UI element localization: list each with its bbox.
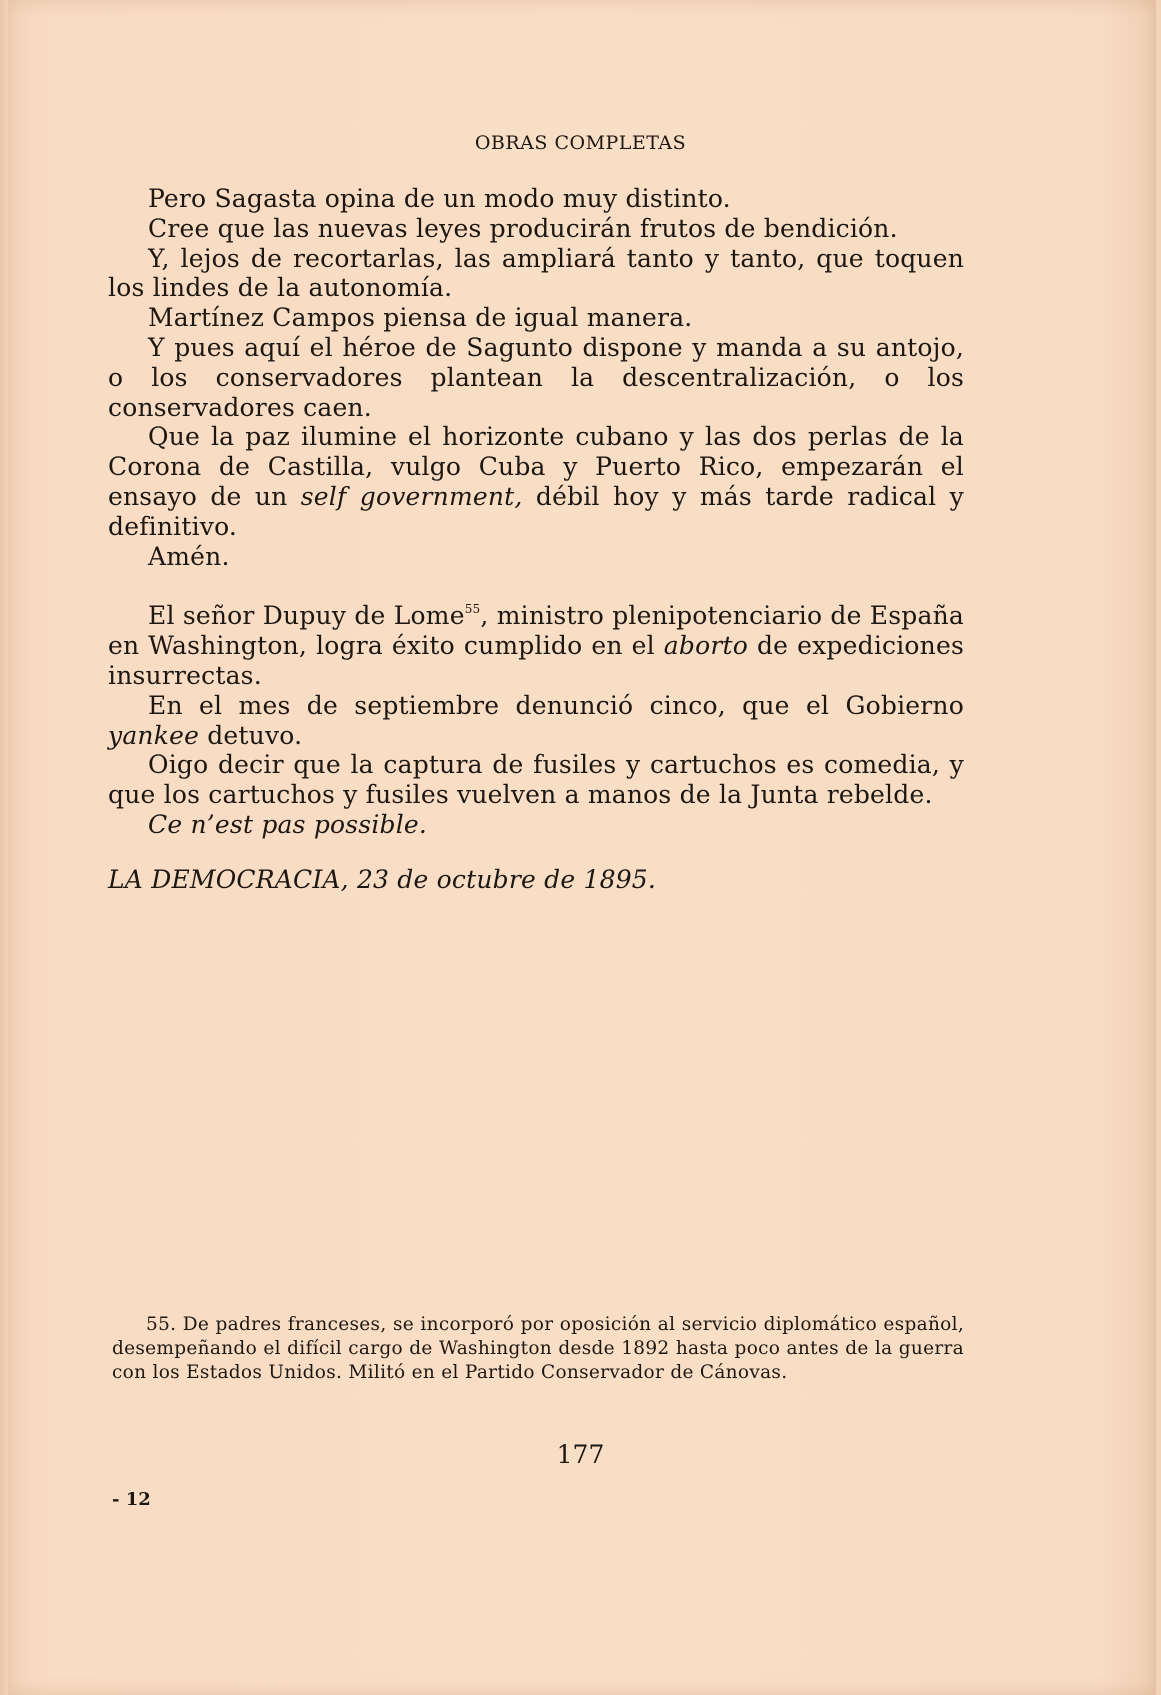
- text-span: de expediciones insurrectas.: [108, 631, 964, 690]
- paragraph-septiembre: [108, 691, 964, 751]
- text-span: El señor Dupuy de Lome: [148, 601, 465, 631]
- italic-phrase: self government,: [300, 481, 523, 511]
- text-span: En el mes de septiembre denunció cinco, que el Gobierno: [148, 690, 964, 720]
- dateline: LA DEMOCRACIA, 23 de octubre de 1895.: [108, 864, 657, 894]
- text-span: , ministro plenipotenciario de España en Washington, logra éxito cumplido en el: [108, 601, 964, 661]
- paragraph: Y, lejos de recortarlas, las ampliará tanto y tanto, que toquen los lindes de la autonomía.: [108, 243, 964, 303]
- paragraph-amen: Amén.: [148, 541, 230, 571]
- section-gap: [108, 840, 964, 865]
- page-number: 177: [556, 1440, 605, 1469]
- body-text: [108, 184, 964, 895]
- paragraph-dupuy-de-lome: [108, 601, 964, 690]
- text-span: Que la paz ilumine el horizonte cubano y las dos perlas de la Corona de Castilla, vulgo Cuba y Puerto Rico, empezarán el ensayo de un: [108, 422, 964, 511]
- text-span: detuvo.: [199, 720, 303, 750]
- running-head: OBRAS COMPLETAS: [474, 132, 687, 154]
- paragraph: Pero Sagasta opina de un modo muy distinto.: [148, 184, 731, 213]
- paragraph: Martínez Campos piensa de igual manera.: [148, 303, 693, 333]
- italic-sentence: Ce n’est pas possible.: [148, 809, 428, 839]
- footnote: [112, 1313, 964, 1385]
- paragraph-oigo: Oigo decir que la captura de fusiles y cartuchos es comedia, y que los cartuchos y fusiles vuelven a manos de la Junta rebelde.: [108, 750, 964, 810]
- paragraph: Y pues aquí el héroe de Sagunto dispone y manda a su antojo, o los conservadores plantean la descentralización, o los conservadores caen.: [108, 332, 964, 422]
- text-span: débil hoy y más tarde radical y definitivo.: [108, 481, 965, 541]
- italic-word: aborto: [663, 631, 748, 661]
- section-gap: [108, 571, 964, 601]
- paragraph: Cree que las nuevas leyes producirán frutos de bendición.: [148, 213, 898, 243]
- paragraph-possible: [108, 810, 964, 840]
- footnote-reference: 55: [464, 602, 481, 617]
- signature-mark: - 12: [112, 1489, 151, 1510]
- italic-word: yankee: [108, 720, 200, 750]
- footnote-text: 55. De padres franceses, se incorporó por oposición al servicio diplomático español, desempeñando el difícil cargo de Washington desde 1892 hasta poco antes de la guerra con los Estados Unidos. Militó en el Partido Conservador de Cánovas.: [112, 1314, 964, 1383]
- paragraph-self-government: [108, 422, 964, 541]
